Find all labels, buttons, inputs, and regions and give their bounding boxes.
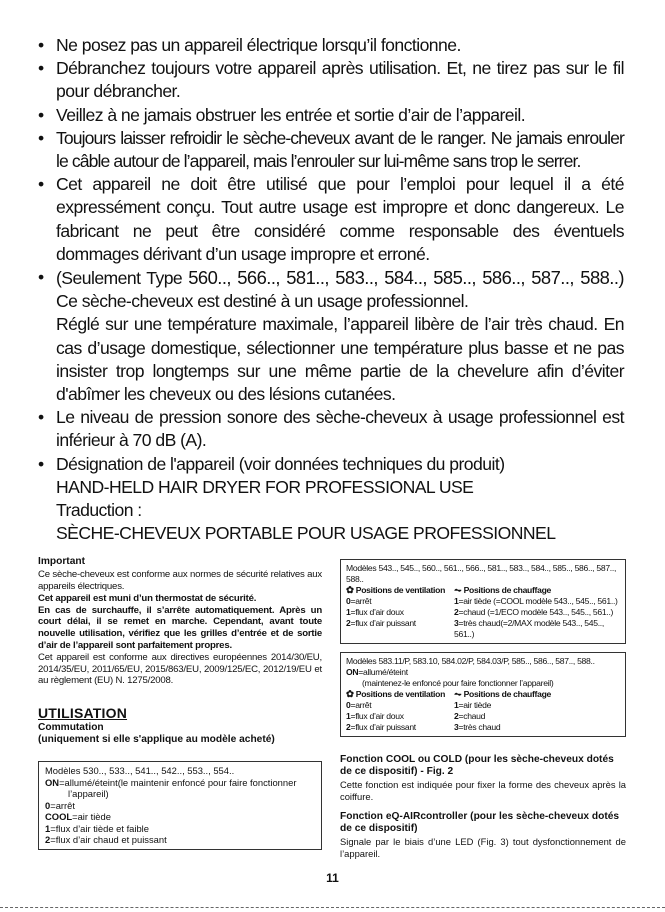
models-line: Modèles 530.., 533.., 541.., 542.., 553.., 554.. xyxy=(45,765,235,776)
bullet-dot-icon: • xyxy=(38,453,44,474)
important-text: Ce sèche-cheveux est conforme aux normes de sécurité relatives aux appareils électriques. Cet appareil est muni d’un thermostat de sécurité. En cas de surchauffe, il s’arrête automatiquement. Après un court délai, il se remet en marche. Cependant, avant toute nouvelle utilisation, vérifiez que les grilles d’entrée et de sortie d’air de l’appareil sont parfaitement propres. Cet appareil est conforme aux directives européennes 2014/30/EU, 2014/35/EU, 2011/65/EU, 2015/863/EU, 2009/125/EC, 2012/19/EU et au règlement (EU) N. 1275/2008. xyxy=(38,569,322,687)
bullet-dot-icon: • xyxy=(38,58,44,79)
bullet-dot-icon: • xyxy=(38,407,44,428)
bullet-item: • Veillez à ne jamais obstruer les entrée et sortie d’air de l’appareil. xyxy=(38,104,624,127)
bullet-item-designation: • Désignation de l'appareil (voir données techniques du produit) HAND-HELD HAIR DRYER FOR PROFESSIONAL USE Traduction : SÈCHE-CHEVEUX PORTABLE POUR USAGE PROFESSIONNEL xyxy=(38,453,556,544)
bullet-dot-icon: • xyxy=(38,174,44,195)
bullet-dot-icon: • xyxy=(38,127,44,148)
bullet-item: • Cet appareil ne doit être utilisé que pour l’emploi pour lequel il a été expressément conçu. Tout autre usage est impropre et donc dangereux. Le fabricant ne peut être considéré comme responsable des éventuels dommages dérivant d’un usage impropre et erroné. xyxy=(38,174,624,264)
fan-icon: ✿ xyxy=(346,689,354,700)
eq-air-function-title: Fonction eQ-AIRcontroller (pour les sèche-cheveux dotés de ce dispositif) xyxy=(340,811,620,835)
page-bottom-rule xyxy=(0,907,665,908)
important-title: Important xyxy=(38,556,85,567)
models-line: Modèles 543.., 545.., 560.., 561.., 566.., 581.., 583.., 584.., 585.., 586.., 587.., 588.. xyxy=(346,563,617,584)
switch-box-models-530: Modèles 530.., 533.., 541.., 542.., 553.., 554.. ON=allumé/éteint(le maintenir enfoncé pour faire fonctionner l’appareil) 0=arrêt COOL=air tiède 1=flux d’air tiède et faible 2=flux d’air chaud et puissant xyxy=(38,761,322,850)
models-line: Modèles 583.11/P, 583.10, 584.02/P, 584.03/P, 585.., 586.., 587.., 588.. xyxy=(346,656,595,666)
bullet-item: • Toujours laisser refroidir le sèche-cheveux avant de le ranger. Ne jamais enrouler le câble autour de l’appareil, mais l’enrouler sur lui-même sans trop le serrer. xyxy=(38,127,624,172)
bullet-dot-icon: • xyxy=(38,267,44,288)
on-line: ON=allumé/éteint(le maintenir enfoncé pour faire fonctionner xyxy=(45,776,297,788)
bullet-item: • Débranchez toujours votre appareil après utilisation. Et, ne tirez pas sur le fil pour débrancher. xyxy=(38,58,624,102)
commutation-note: (uniquement si elle s'applique au modèle acheté) xyxy=(38,733,275,745)
bullet-item: • Le niveau de pression sonore des sèche-cheveux à usage professionnel est inférieur à 70 dB (A). xyxy=(38,407,624,451)
cool-function-title: Fonction COOL ou COLD (pour les sèche-cheveux dotés de ce dispositif) - Fig. 2 xyxy=(340,754,614,777)
switch-box-models-543: Modèles 543.., 545.., 560.., 561.., 566.., 581.., 583.., 584.., 585.., 586.., 587.., 588.. ✿ Positions de ventilation ⏦ Positions de chauffage 0=arrêt 1=air tiède (=COOL modèle 543.., 545.., 561..) 1=flux d’air doux 2=chaud (=1/ECO modèle 543.., 545.., 561..) 2=flux d’air puissant 3=très chaud(=2/MAX modèle 543.., 545.., 561..) xyxy=(340,559,626,644)
bullet-dot-icon: • xyxy=(38,35,44,55)
heat-icon: ⏦ xyxy=(454,689,462,700)
heat-icon: ⏦ xyxy=(454,585,462,596)
bullet-item-professional: • (Seulement Type 560.., 566.., 581.., 583.., 584.., 585.., 586.., 587.., 588..) Ce sèche-cheveux est destiné à un usage professionnel. Réglé sur une température maximale, l’appareil libère de l’air très chaud. En cas d’usage domestique, sélectionner une température plus basse et ne pas insister trop longtemps sur une même partie de la chevelure afin d’éviter d'abîmer les cheveux ou des lésions cutanées. xyxy=(38,267,624,405)
commutation-title: Commutation xyxy=(38,722,104,734)
bullet-dot-icon: • xyxy=(38,104,44,125)
switch-box-models-583: Modèles 583.11/P, 583.10, 584.02/P, 584.03/P, 585.., 586.., 587.., 588.. ON=allumé/éteint (maintenez-le enfoncé pour faire fonctionner l’appareil) ✿ Positions de ventilation ⏦ Positions de chauffage 0=arrêt 1=air tiède 1=flux d’air doux 2=chaud 2=flux d’air puissant 3=très chaud xyxy=(340,652,626,737)
page-number: 11 xyxy=(326,871,339,885)
left-column xyxy=(38,556,322,845)
safety-bullet-list xyxy=(38,34,624,545)
cool-function-text: Cette fonction est indiquée pour fixer la forme des cheveux après la coiffure. xyxy=(340,779,626,802)
right-column xyxy=(340,559,626,859)
utilisation-heading: UTILISATION xyxy=(38,705,128,722)
model-types: 560.., 566.., 581.., 583.., 584.., 585.., 586.., 587.., 588..) xyxy=(188,267,624,289)
bullet-item: • Ne posez pas un appareil électrique lorsqu’il fonctionne. xyxy=(38,34,624,57)
eq-air-function-text: Signale par le biais d’une LED (Fig. 3) tout dysfonctionnement de l’appareil. xyxy=(340,836,626,859)
fan-icon: ✿ xyxy=(346,585,354,596)
